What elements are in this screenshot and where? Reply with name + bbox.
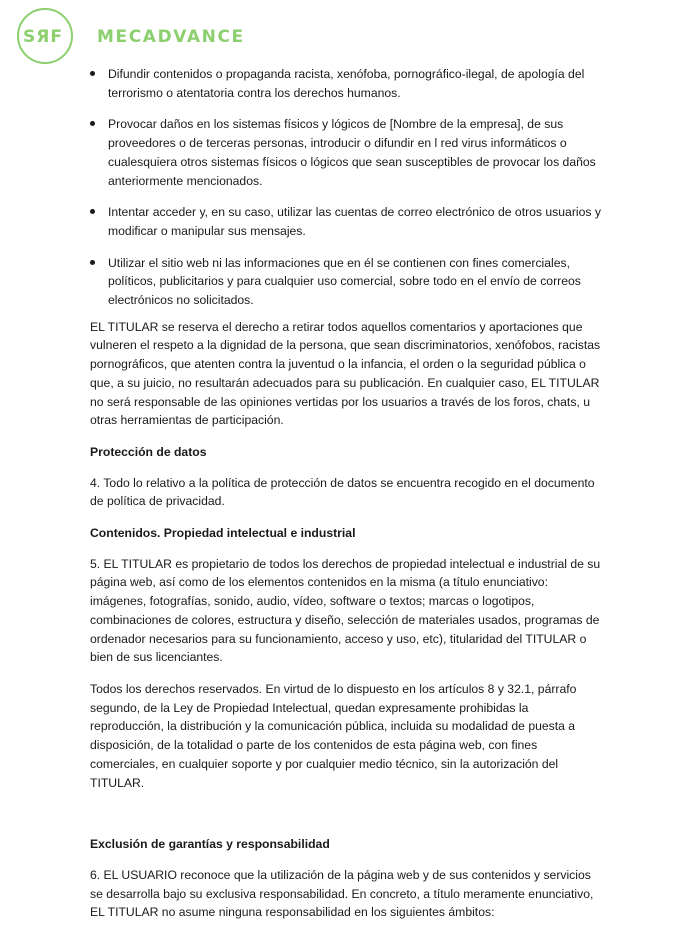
company-logo [17, 8, 277, 66]
bullet-list-wrap [20, 65, 605, 310]
paragraph-propiedad: 5. EL TITULAR es propietario de todos los derechos de propiedad intelectual e industrial de su página web, así como de los elementos contenidos en la misma (a título enunciativo: imágenes, fotografías, sonido, audio, vídeo, software o textos; marcas o logotipos, combinaciones de colores, estructura y diseño, selección de materiales usados, programas de ordenador necesarios para su funcionamiento, acceso y uso, etc), titularidad del TITULAR o bien de sus licenciantes. [90, 556, 601, 665]
spacer [90, 805, 605, 835]
bullet-icon [90, 260, 95, 265]
document-body [90, 65, 605, 935]
logo-name: MECADVANCE [97, 27, 245, 47]
list-item-text: Utilizar el sitio web ni las informaciones que en él se contienen con fines comerciales, políticos, publicitarios y para cualquier uso comercial, sobre todo en el envío de correos electrónicos no solicitados. [108, 255, 581, 308]
list-item [20, 254, 605, 310]
heading-exclusion: Exclusión de garantías y responsabilidad [90, 837, 330, 852]
paragraph-usuario: 6. EL USUARIO reconoce que la utilización de la página web y de sus contenidos y servicios se desarrolla bajo su exclusiva responsabilidad. En concreto, a título meramente enunciativo, EL TITULAR no asume ninguna responsabilidad en los siguientes ámbitos: [90, 867, 594, 920]
list-item-text: Difundir contenidos o propaganda racista, xenófoba, pornográfico-ilegal, de apología del terrorismo o atentatoria contra los derechos humanos. [108, 67, 585, 100]
paragraph-derechos: Todos los derechos reservados. En virtud de lo dispuesto en los artículos 8 y 32.1, párrafo segundo, de la Ley de Propiedad Intelectual, quedan expresamente prohibidas la reproducción, la distribución y la comunicación pública, incluida su modalidad de puesta a disposición, de la totalidad o parte de los contenidos de esta página web, con fines comerciales, en cualquier soporte y por cualquier medio técnico, sin la autorización del TITULAR. [90, 681, 577, 790]
paragraph-datos: 4. Todo lo relativo a la política de protección de datos se encuentra recogido en el documento de política de privacidad. [90, 475, 595, 509]
list-item [20, 115, 605, 190]
list-item-text: Provocar daños en los sistemas físicos y lógicos de [Nombre de la empresa], de sus proveedores o de terceras personas, introducir o difundir en l red virus informáticos o cualesquiera otros sistemas físicos o lógicos que sean susceptibles de provocar los daños anteriormente mencionados. [108, 117, 596, 188]
bullet-list [20, 65, 605, 310]
list-item [20, 65, 605, 102]
bullet-icon [90, 71, 95, 76]
bullet-icon [90, 209, 95, 214]
list-item [20, 203, 605, 240]
bullet-icon [90, 121, 95, 126]
heading-proteccion-datos: Protección de datos [90, 444, 207, 459]
paragraph-titular: EL TITULAR se reserva el derecho a retirar todos aquellos comentarios y aportaciones que vulneren el respeto a la dignidad de la persona, que sean discriminatorios, xenófobos, racistas pornográficos, que atenten contra la juventud o la infancia, el orden o la seguridad pública o que, a su juicio, no resultarán adecuados para su publicación. En cualquier caso, EL TITULAR no será responsable de las opiniones vertidas por los usuarios a través de los foros, chats, u otras herramientas de participación. [90, 319, 601, 428]
list-item-text: Intentar acceder y, en su caso, utilizar las cuentas de correo electrónico de otros usuarios y modificar o manipular sus mensajes. [108, 205, 601, 238]
logo-mark: SЯF [23, 27, 63, 47]
heading-contenidos: Contenidos. Propiedad intelectual e industrial [90, 526, 356, 541]
